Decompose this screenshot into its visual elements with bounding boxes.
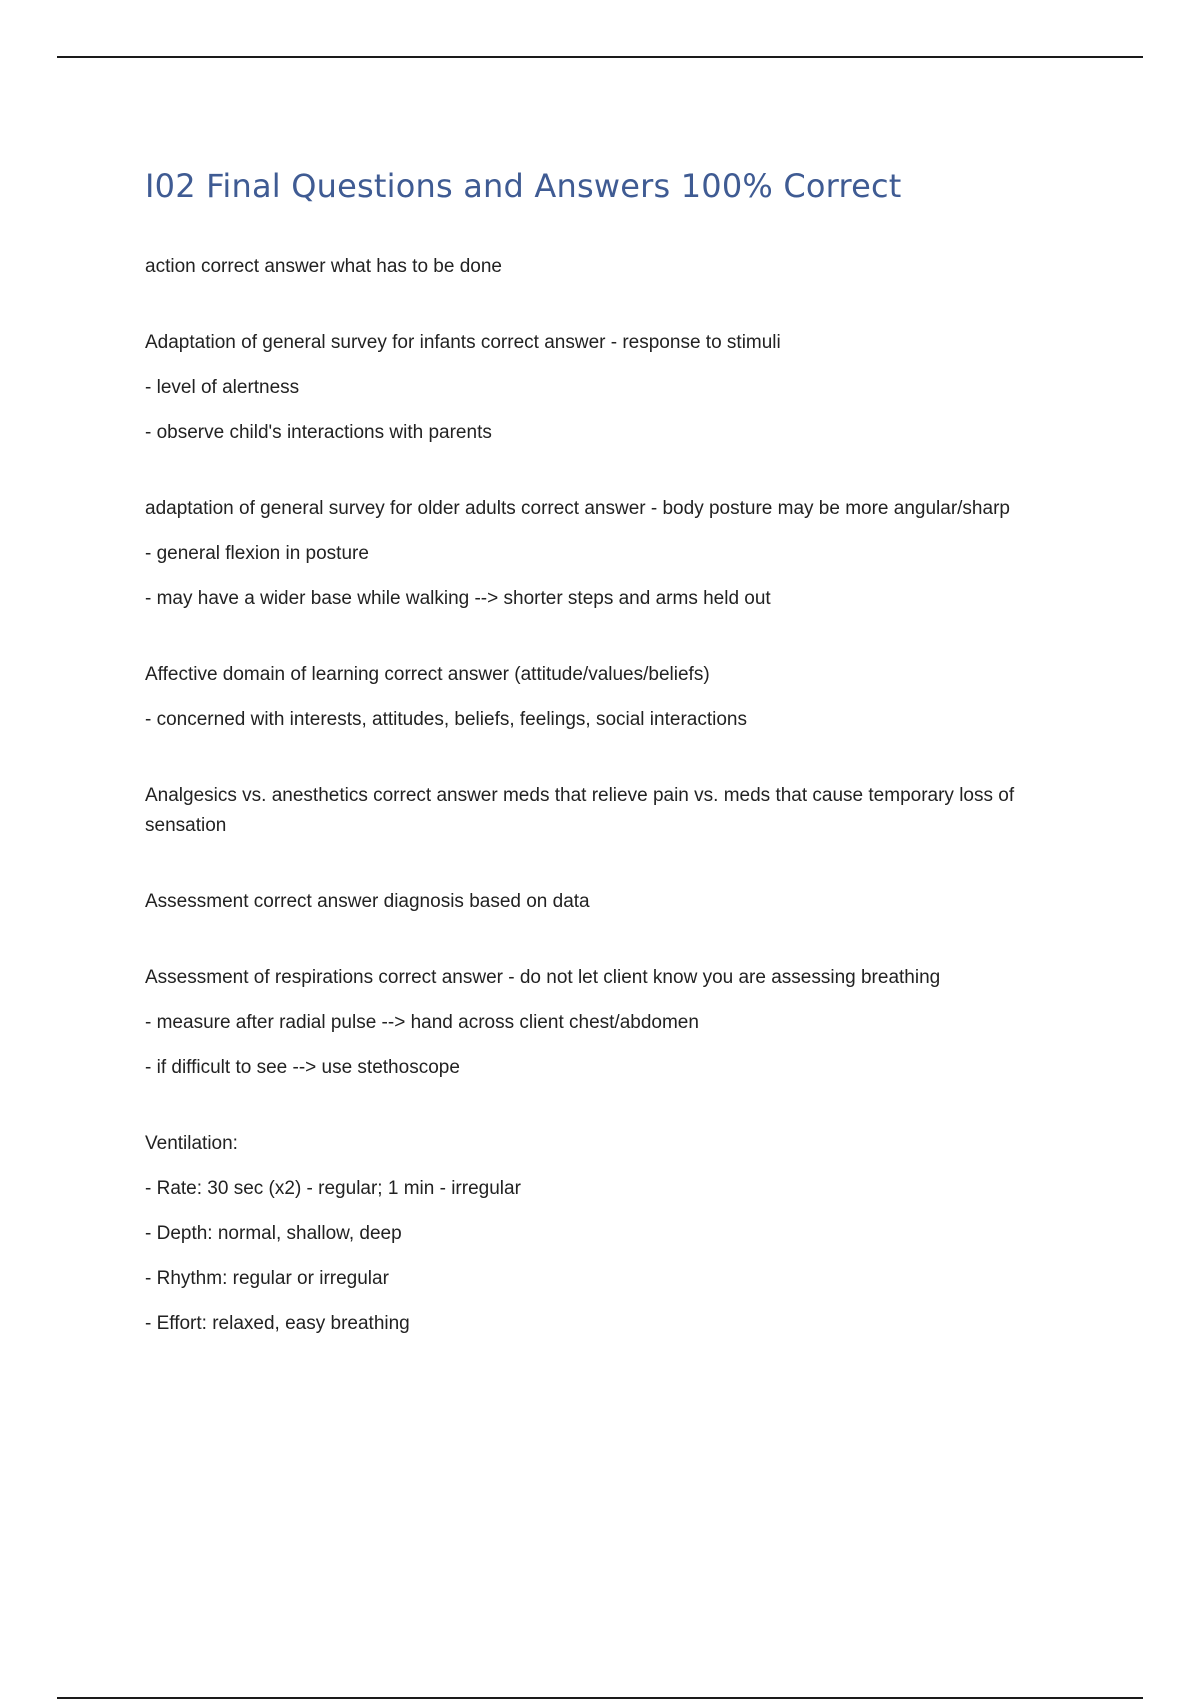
entry-line: - if difficult to see --> use stethoscope <box>145 1057 460 1078</box>
entry-line: - measure after radial pulse --> hand across client chest/abdomen <box>145 1012 699 1033</box>
header-rule <box>57 56 1143 58</box>
entry-line: - Depth: normal, shallow, deep <box>145 1223 402 1244</box>
entry-line: Assessment of respirations correct answer - do not let client know you are assessing breathing <box>145 967 941 988</box>
qa-entry-ventilation <box>145 1129 1090 1339</box>
entry-line: - Rhythm: regular or irregular <box>145 1268 389 1289</box>
qa-entry-action <box>145 252 1090 282</box>
entry-line: Assessment correct answer diagnosis based on data <box>145 891 590 912</box>
footer-rule <box>57 1697 1143 1699</box>
entry-line: - general flexion in posture <box>145 543 369 564</box>
qa-entry-older-adult-survey <box>145 494 1090 614</box>
entry-line: action correct answer what has to be done <box>145 256 502 277</box>
entry-line: - level of alertness <box>145 377 300 398</box>
entry-line: - Rate: 30 sec (x2) - regular; 1 min - irregular <box>145 1178 521 1199</box>
qa-entry-analgesics <box>145 781 1090 841</box>
entry-line: Analgesics vs. anesthetics correct answer meds that relieve pain vs. meds that cause temporary loss of sensation <box>145 785 1015 836</box>
entry-line: - may have a wider base while walking --> shorter steps and arms held out <box>145 588 771 609</box>
document-title: I02 Final Questions and Answers 100% Correct <box>145 167 902 205</box>
qa-entry-respirations <box>145 963 1090 1083</box>
entry-line: Affective domain of learning correct answer (attitude/values/beliefs) <box>145 664 710 685</box>
entry-line: Adaptation of general survey for infants correct answer - response to stimuli <box>145 332 781 353</box>
entry-line: - observe child's interactions with parents <box>145 422 492 443</box>
document-body <box>145 162 1090 1385</box>
entry-line: - Effort: relaxed, easy breathing <box>145 1313 410 1334</box>
qa-entry-infant-survey <box>145 328 1090 448</box>
qa-entry-assessment <box>145 887 1090 917</box>
qa-list <box>145 252 1090 1339</box>
entry-line: adaptation of general survey for older adults correct answer - body posture may be more angular/sharp <box>145 498 1010 519</box>
entry-line: - concerned with interests, attitudes, beliefs, feelings, social interactions <box>145 709 747 730</box>
qa-entry-affective-domain <box>145 660 1090 735</box>
entry-line: Ventilation: <box>145 1133 238 1154</box>
